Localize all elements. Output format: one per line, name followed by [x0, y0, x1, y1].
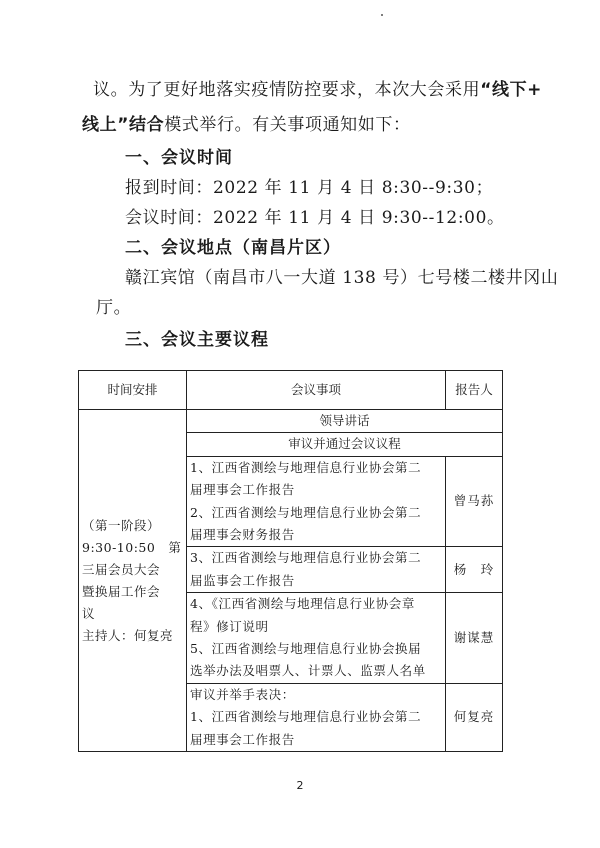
address-line-1: 赣江宾馆（南昌市八一大道 138 号）七号楼二楼井冈山 [125, 268, 559, 288]
checkin-time: 报到时间：2022 年 11 月 4 日 8:30--9:30； [125, 178, 494, 198]
item-cell: 1、江西省测绘与地理信息行业协会第二 届理事会工作报告 2、江西省测绘与地理信息行业协会第二 届理事会财务报告 [187, 456, 446, 547]
reporter-cell: 曾马荪 [446, 456, 503, 547]
phase-cell: （第一阶段） 9:30-10:50 第 三届会员大会 暨换届工作会 议 主持人：何复亮 [79, 410, 187, 752]
quote-bold-end: 线上” [82, 115, 129, 135]
bold-word: 结合 [128, 115, 165, 135]
table-header-row [79, 371, 503, 410]
table-row [79, 410, 503, 433]
item-cell: 3、江西省测绘与地理信息行业协会第二 届监事会工作报告 [187, 547, 446, 593]
item-approve-agenda: 审议并通过会议议程 [187, 433, 503, 456]
item-cell: 审议并举手表决： 1、江西省测绘与地理信息行业协会第二 届理事会工作报告 [187, 683, 446, 751]
header-item: 会议事项 [187, 371, 446, 410]
intro-line-1: 议。为了更好地落实疫情防控要求，本次大会采用“线下+ [93, 80, 543, 100]
quote-bold-start: “线下+ [480, 80, 543, 100]
agenda-table [78, 370, 503, 752]
address-line-2: 厅。 [96, 298, 132, 318]
meeting-time: 会议时间：2022 年 11 月 4 日 9:30--12:00。 [125, 208, 505, 228]
reporter-cell: 何复亮 [446, 683, 503, 751]
section-1-heading: 一、会议时间 [125, 148, 233, 168]
page-number: 2 [296, 779, 304, 792]
header-time: 时间安排 [79, 371, 187, 410]
reporter-cell: 杨 玲 [446, 547, 503, 593]
scan-dot [381, 14, 383, 16]
item-leader-speech: 领导讲话 [187, 410, 503, 433]
header-reporter: 报告人 [446, 371, 503, 410]
section-2-heading: 二、会议地点（南昌片区） [125, 238, 341, 258]
section-3-heading: 三、会议主要议程 [125, 330, 269, 350]
intro-line-2: 线上”结合模式举行。有关事项通知如下： [82, 115, 411, 135]
item-cell: 4、《江西省测绘与地理信息行业协会章 程》修订说明 5、江西省测绘与地理信息行业协会换届 选举办法及唱票人、计票人、监票人名单 [187, 593, 446, 684]
reporter-cell: 谢谋慧 [446, 593, 503, 684]
